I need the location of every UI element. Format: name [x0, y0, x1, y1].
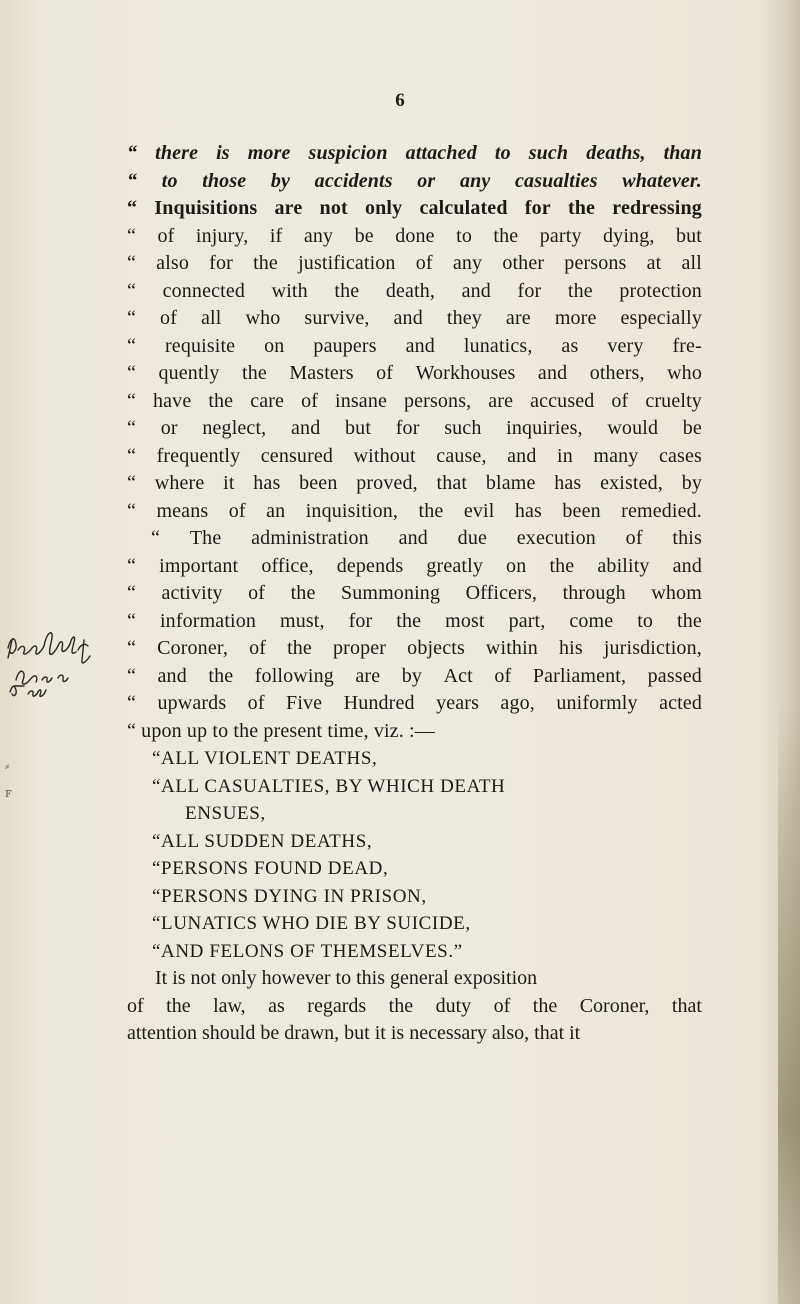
death-categories-list [127, 745, 702, 965]
text-line: “ means of an inquisition, the evil has been remedied. [127, 499, 702, 522]
text-line: “ connected with the death, and for the protection [127, 279, 702, 302]
page-edge-shadow [778, 700, 800, 1304]
text-line: “ activity of the Summoning Officers, through whom [127, 582, 702, 604]
text-line: “ upon up to the present time, viz. :— [127, 719, 435, 742]
list-item: “AND FELONS OF THEMSELVES.” [152, 940, 463, 962]
text-line: “ also for the justification of any other persons at all [127, 252, 702, 274]
list-item: “PERSONS DYING IN PRISON, [152, 885, 427, 907]
text-line: “ requisite on paupers and lunatics, as very fre- [127, 334, 702, 357]
text-line: of the law, as regards the duty of the Coroner, that [127, 994, 702, 1017]
closing-paragraph [127, 965, 702, 1048]
list-item: “ALL CASUALTIES, BY WHICH DEATH [152, 775, 506, 797]
page-number: 6 [395, 90, 405, 111]
text-line: “ quently the Masters of Workhouses and others, who [127, 362, 702, 384]
text-line: It is not only however to this general exposition [155, 967, 538, 989]
text-line: “ upwards of Five Hundred years ago, uniformly acted [127, 692, 702, 714]
margin-speck: ꜰ [5, 785, 12, 800]
text-line: “ have the care of insane persons, are accused of cruelty [127, 389, 702, 412]
list-item: “PERSONS FOUND DEAD, [152, 858, 389, 879]
text-line: “ there is more suspicion attached to such deaths, than [127, 142, 702, 164]
text-line: “ where it has been proved, that blame has existed, by [127, 472, 702, 494]
text-line: “ or neglect, and but for such inquiries, would be [127, 417, 702, 439]
text-line: “ and the following are by Act of Parliament, passed [127, 664, 702, 687]
list-item: “ALL SUDDEN DEATHS, [152, 830, 373, 852]
text-line: “ Coroner, of the proper objects within his jurisdiction, [127, 637, 702, 659]
list-item: ENSUES, [185, 803, 266, 824]
text-line: “ of all who survive, and they are more especially [127, 307, 702, 329]
margin-speck: ⸗ [5, 758, 10, 773]
text-line: “ of injury, if any be done to the party dying, but [127, 224, 702, 247]
main-text-block [127, 140, 702, 1048]
text-line: “ to those by accidents or any casualties whatever. [127, 169, 702, 192]
list-item: “LUNATICS WHO DIE BY SUICIDE, [152, 913, 471, 934]
list-item: “ALL VIOLENT DEATHS, [152, 748, 378, 769]
text-line: attention should be drawn, but it is necessary also, that it [127, 1022, 581, 1044]
text-line: “ frequently censured without cause, and in many cases [127, 444, 702, 467]
handwritten-margin-annotation [2, 600, 127, 700]
text-line: “ important office, depends greatly on the ability and [127, 554, 702, 577]
quoted-paragraph [127, 140, 702, 745]
text-line: “ information must, for the most part, come to the [127, 609, 702, 632]
text-line: “ The administration and due execution of this [151, 527, 702, 549]
text-line: “ Inquisitions are not only calculated for the redressing [127, 197, 702, 219]
